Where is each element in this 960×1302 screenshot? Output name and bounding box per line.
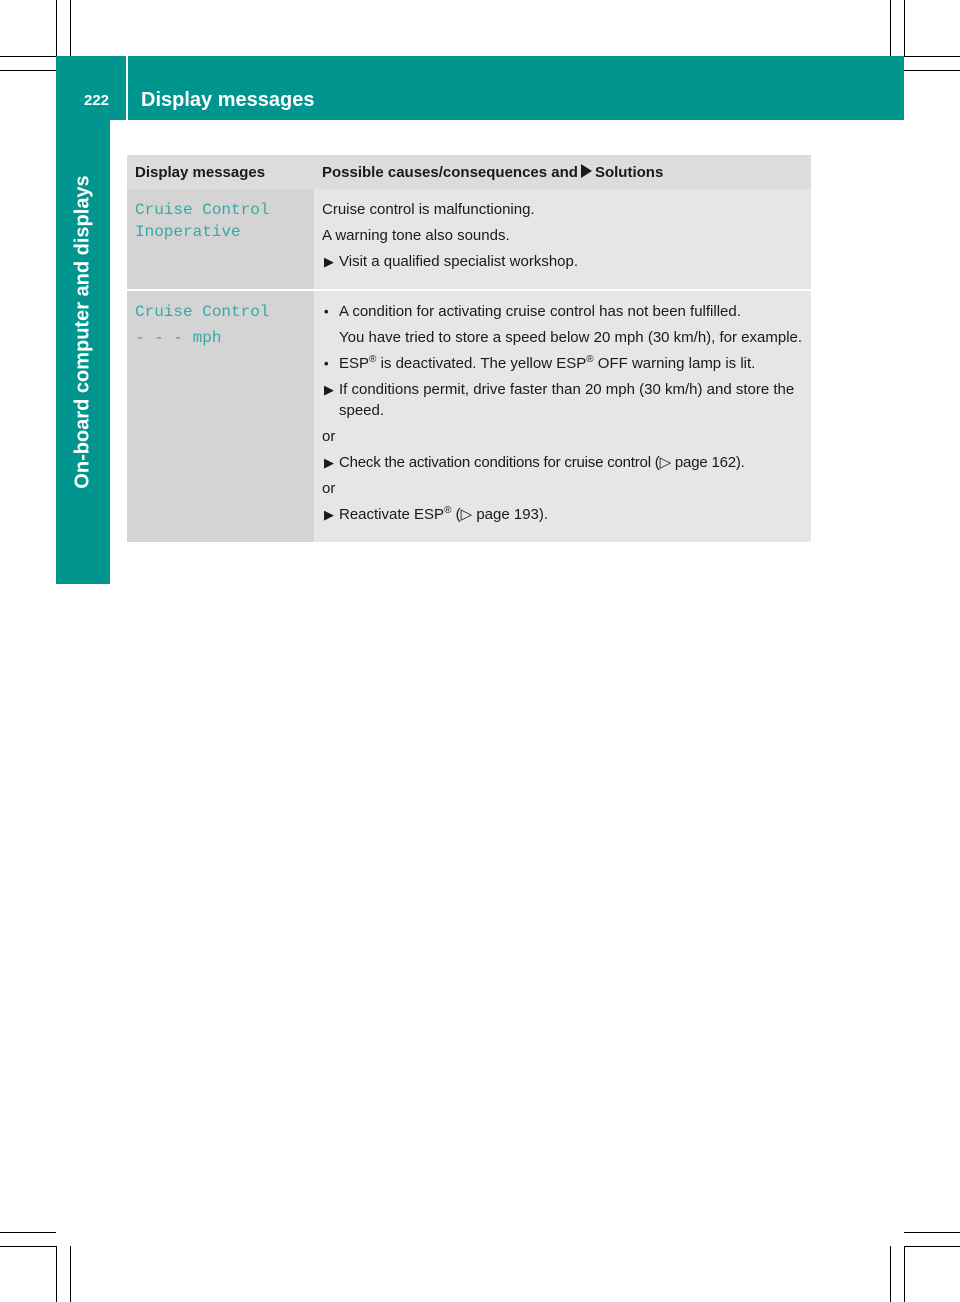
- bullet-icon: •: [324, 304, 329, 319]
- crop-mark: [890, 1246, 891, 1302]
- page-reference[interactable]: page 193).: [476, 506, 549, 523]
- message-cell: [127, 189, 314, 290]
- crop-mark: [904, 70, 960, 71]
- crop-mark: [0, 70, 56, 71]
- action-text: (: [455, 506, 461, 523]
- or-separator: or: [322, 480, 336, 497]
- table-row: [127, 290, 811, 542]
- table-row: [127, 189, 811, 290]
- cause-text-part: OFF warning lamp is lit.: [597, 355, 756, 372]
- solution-cell: [314, 189, 811, 290]
- action-arrow-icon: ▶: [324, 507, 334, 522]
- cause-detail-text: You have tried to store a speed below 20 mph (30 km/h), for example.: [339, 329, 803, 346]
- cause-text-part: is deactivated. The yellow ESP: [380, 355, 587, 372]
- crop-mark: [0, 56, 56, 57]
- consequence-text: A warning tone also sounds.: [322, 227, 510, 244]
- crop-mark: [56, 1246, 57, 1302]
- page-reference-icon: ▷: [460, 506, 473, 523]
- registered-mark: ®: [369, 354, 377, 365]
- crop-mark: [0, 1246, 56, 1247]
- crop-mark: [56, 0, 57, 56]
- display-message-line: Cruise Control: [135, 201, 270, 219]
- cause-text: Cruise control is malfunctioning.: [322, 201, 535, 218]
- action-text: Check the activation conditions for cruise control (: [339, 454, 660, 471]
- display-messages-table: [127, 155, 811, 542]
- table-header-row: [127, 155, 811, 189]
- crop-mark: [904, 0, 905, 56]
- action-text: If conditions permit, drive faster than 20 mph (30 km/h) and store the speed.: [339, 381, 795, 419]
- cause-text: A condition for activating cruise control has not been fulfilled.: [339, 303, 741, 320]
- cause-item: [322, 353, 803, 374]
- message-cell: [127, 290, 314, 542]
- crop-mark: [904, 1246, 960, 1247]
- display-message-line: Inoperative: [135, 223, 241, 241]
- action-text: Visit a qualified specialist workshop.: [339, 253, 579, 270]
- page-reference[interactable]: page 162).: [674, 454, 745, 471]
- action-item: [322, 452, 803, 473]
- page-reference-icon: ▷: [659, 454, 671, 471]
- action-arrow-icon: ▶: [324, 455, 334, 470]
- header-divider: [126, 56, 128, 120]
- crop-mark: [70, 1246, 71, 1302]
- page-title: Display messages: [141, 89, 315, 111]
- registered-mark: ®: [586, 354, 594, 365]
- bullet-icon: •: [324, 356, 329, 371]
- column-header-text: Possible causes/consequences and: [322, 163, 578, 181]
- action-item: [322, 379, 803, 421]
- crop-mark: [0, 1232, 56, 1233]
- chapter-tab-label: On-board computer and displays: [71, 175, 94, 489]
- or-separator: or: [322, 428, 336, 445]
- action-arrow-icon: [581, 164, 592, 178]
- cause-item: [322, 301, 803, 322]
- column-header-solutions: Solutions: [594, 163, 664, 181]
- crop-mark: [890, 0, 891, 56]
- action-arrow-icon: ▶: [324, 254, 334, 269]
- crop-mark: [904, 1232, 960, 1233]
- crop-mark: [904, 56, 960, 57]
- crop-mark: [70, 0, 71, 56]
- action-arrow-icon: ▶: [324, 382, 334, 397]
- action-item: [322, 251, 803, 272]
- action-item: [322, 504, 803, 525]
- display-message-line: - - - mph: [135, 329, 222, 347]
- cause-text-part: ESP: [339, 355, 370, 372]
- column-header-display-messages: Display messages: [127, 155, 314, 189]
- solution-cell: [314, 290, 811, 542]
- crop-mark: [904, 1246, 905, 1302]
- display-message-line: Cruise Control: [135, 303, 270, 321]
- cause-detail: [322, 327, 803, 348]
- action-text: Reactivate ESP: [339, 506, 445, 523]
- column-header-causes-solutions: [314, 155, 811, 189]
- page-number: 222: [84, 92, 110, 109]
- registered-mark: ®: [444, 505, 452, 516]
